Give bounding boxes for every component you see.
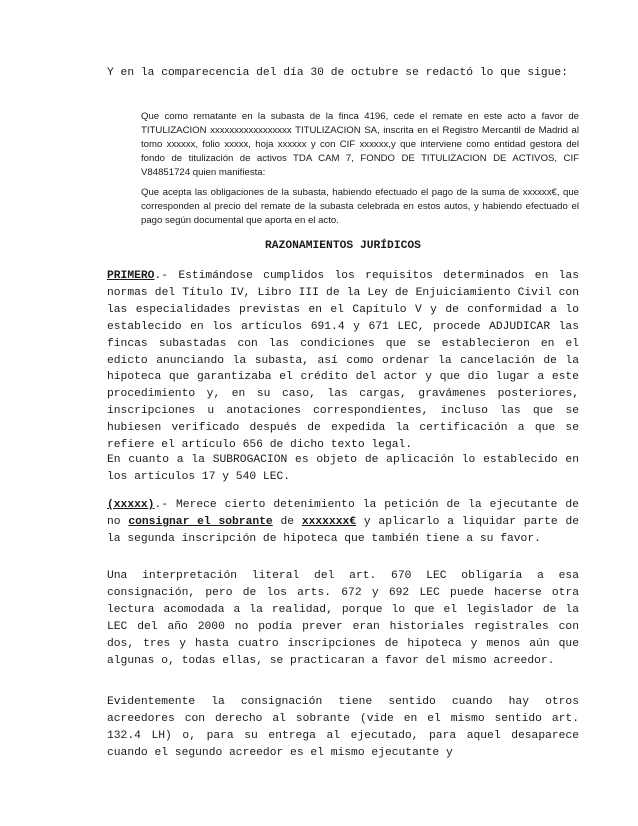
primero-paragraph	[107, 268, 579, 454]
petition-text-3: y aplicarlo a liquidar parte de la segunda inscripción de hipoteca que también tiene a su favor.	[107, 515, 580, 545]
petition-label: (xxxxx)	[107, 499, 155, 511]
evidently-paragraph: Evidentemente la consignación tiene sentido cuando hay otros acreedores con derecho al sobrante (vide en el mismo sentido art. 132.4 LH) o, para su entrega al ejecutado, para aquel desaparece cuando el segundo acreedor es el mismo ejecutante y	[107, 696, 579, 759]
subrogacion-paragraph: En cuanto a la SUBROGACION es objeto de aplicación lo establecido en los artículos 17 y 540 LEC.	[107, 454, 579, 483]
petition-emphasis-1: consignar el sobrante	[128, 515, 273, 528]
petition-text-2: de	[272, 515, 302, 528]
section-heading: RAZONAMIENTOS JURÍDICOS	[265, 240, 421, 252]
quoted-paragraph-cession: Que como rematante en la subasta de la finca 4196, cede el remate en este acto a favor de TITULIZACION xxxxxxxxxxxxxxxxx TITULIZACION SA, inscrita en el Registro Mercantil de Madrid al tomo xxxxxx, folio xxxxx, hoja xxxxxx y con CIF xxxxxx,y que interviene como entidad gestora del fondo de titulización de activos TDA CAM 7, FONDO DE TITULIZACION DE ACTIVOS, CIF V84851724 quien manifiesta:	[141, 111, 579, 178]
petition-emphasis-2: xxxxxxx€	[301, 515, 357, 528]
petition-text-1: .- Merece cierto detenimiento la petición de la ejecutante de no	[107, 499, 579, 528]
intro-paragraph: Y en la comparecencia del día 30 de octubre se redactó lo que sigue:	[107, 67, 568, 79]
primero-label: PRIMERO	[107, 270, 155, 282]
interpretation-paragraph: Una interpretación literal del art. 670 LEC obligaría a esa consignación, pero de los arts. 672 y 692 LEC puede hacerse otra lectura acomodada a la realidad, porque lo que el legislador de la LEC del año 2000 no podía prever eran historiales registrales con dos, tres y hasta cuatro inscripciones de hipoteca y menos aún que algunas o, todas ellas, se practicaran a favor del mismo acreedor.	[107, 570, 579, 667]
quoted-paragraph-acceptance: Que acepta las obligaciones de la subasta, habiendo efectuado el pago de la suma de xxxxxx€, que corresponden al precio del remate de la subasta celebrada en estos autos, y habiendo efectuado el pago según documental que aporta en el acto.	[141, 187, 579, 226]
petition-paragraph	[107, 497, 579, 548]
primero-text: .- Estimándose cumplidos los requisitos determinados en las normas del Título IV, Libro III de la Ley de Enjuiciamiento Civil con las especialidades previstas en el Capítulo V y de conformidad a lo establecido en los artículos 691.4 y 671 LEC, procede ADJUDICAR las fincas subastadas con las condiciones que se establecieron en el edicto anunciando la subasta, así como ordenar la cancelación de la hipoteca que garantizaba el crédito del actor y que dio lugar a este procedimiento y, en su caso, las cargas, gravámenes posteriores, inscripciones u anotaciones correspondientes, incluso las que se hubiesen verificado después de expedida la certificación a que se refiere el artículo 656 de dicho texto legal.	[107, 270, 579, 452]
